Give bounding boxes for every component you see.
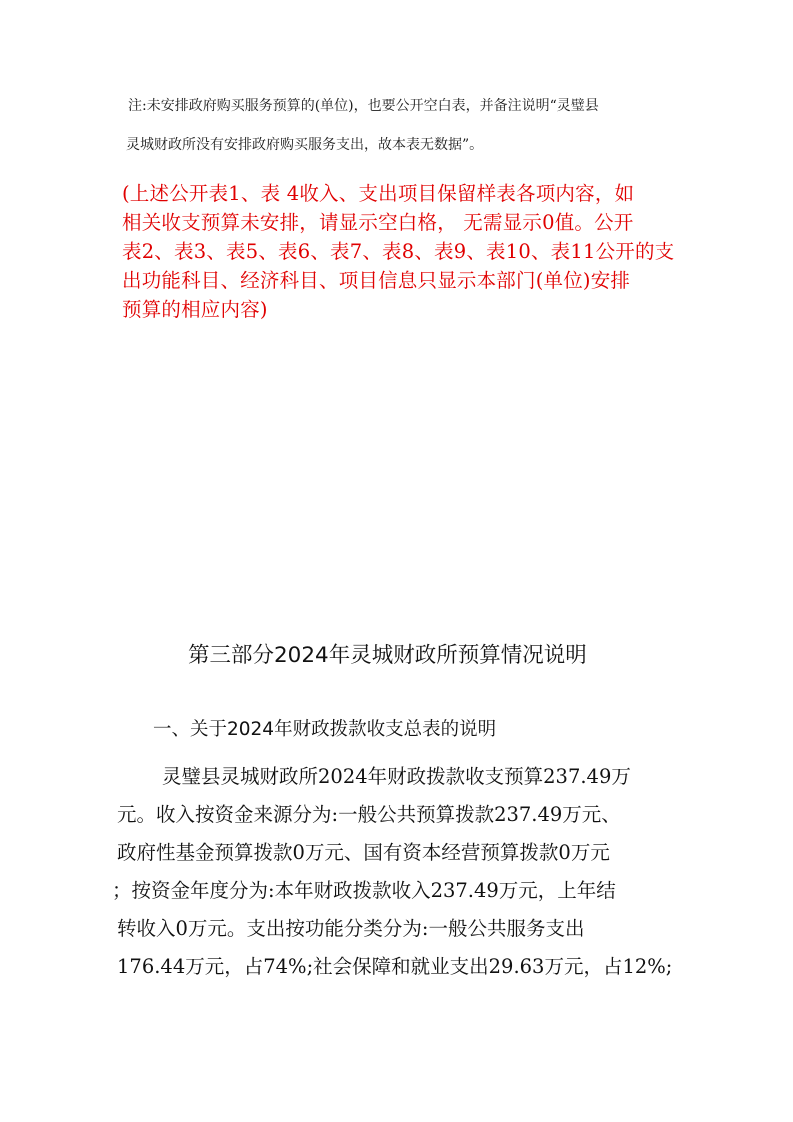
body-line-5: 转收入0万元。支出按功能分类分为:一般公共服务支出	[117, 917, 585, 940]
red-note-line-4: 出功能科目、经济科目、项目信息只显示本部门(单位)安排	[122, 269, 631, 292]
section-title: 一、关于2024年财政拨款收支总表的说明	[153, 719, 497, 740]
note-line-2: 灵城财政所没有安排政府购买服务支出，故本表无数据”。	[126, 137, 484, 153]
body-line-1: 灵璧县灵城财政所2024年财政拨款收支预算237.49万	[162, 765, 631, 788]
body-line-4: ；按资金年度分为:本年财政拨款收入237.49万元，上年结	[112, 879, 616, 902]
red-note-line-2: 相关收支预算未安排，请显示空白格， 无需显示0值。公开	[122, 211, 634, 234]
red-note-line-3: 表2、表3、表5、表6、表7、表8、表9、表10、表11公开的支	[122, 240, 675, 263]
part-title: 第三部分2024年灵城财政所预算情况说明	[188, 643, 587, 668]
note-line-1: 注:未安排政府购买服务预算的(单位)，也要公开空白表，并备注说明“灵璧县	[128, 98, 599, 114]
red-note-line-1: (上述公开表1、表 4收入、支出项目保留样表各项内容，如	[122, 182, 635, 205]
body-line-2: 元。收入按资金来源分为:一般公共预算拨款237.49万元、	[117, 803, 621, 826]
red-note-line-5: 预算的相应内容)	[122, 298, 268, 321]
red-disclosure-note	[122, 179, 682, 324]
body-line-3: 政府性基金预算拨款0万元、国有资本经营预算拨款0万元	[117, 841, 610, 864]
body-line-6: 176.44万元，占74%;社会保障和就业支出29.63万元，占12%;	[117, 955, 673, 978]
